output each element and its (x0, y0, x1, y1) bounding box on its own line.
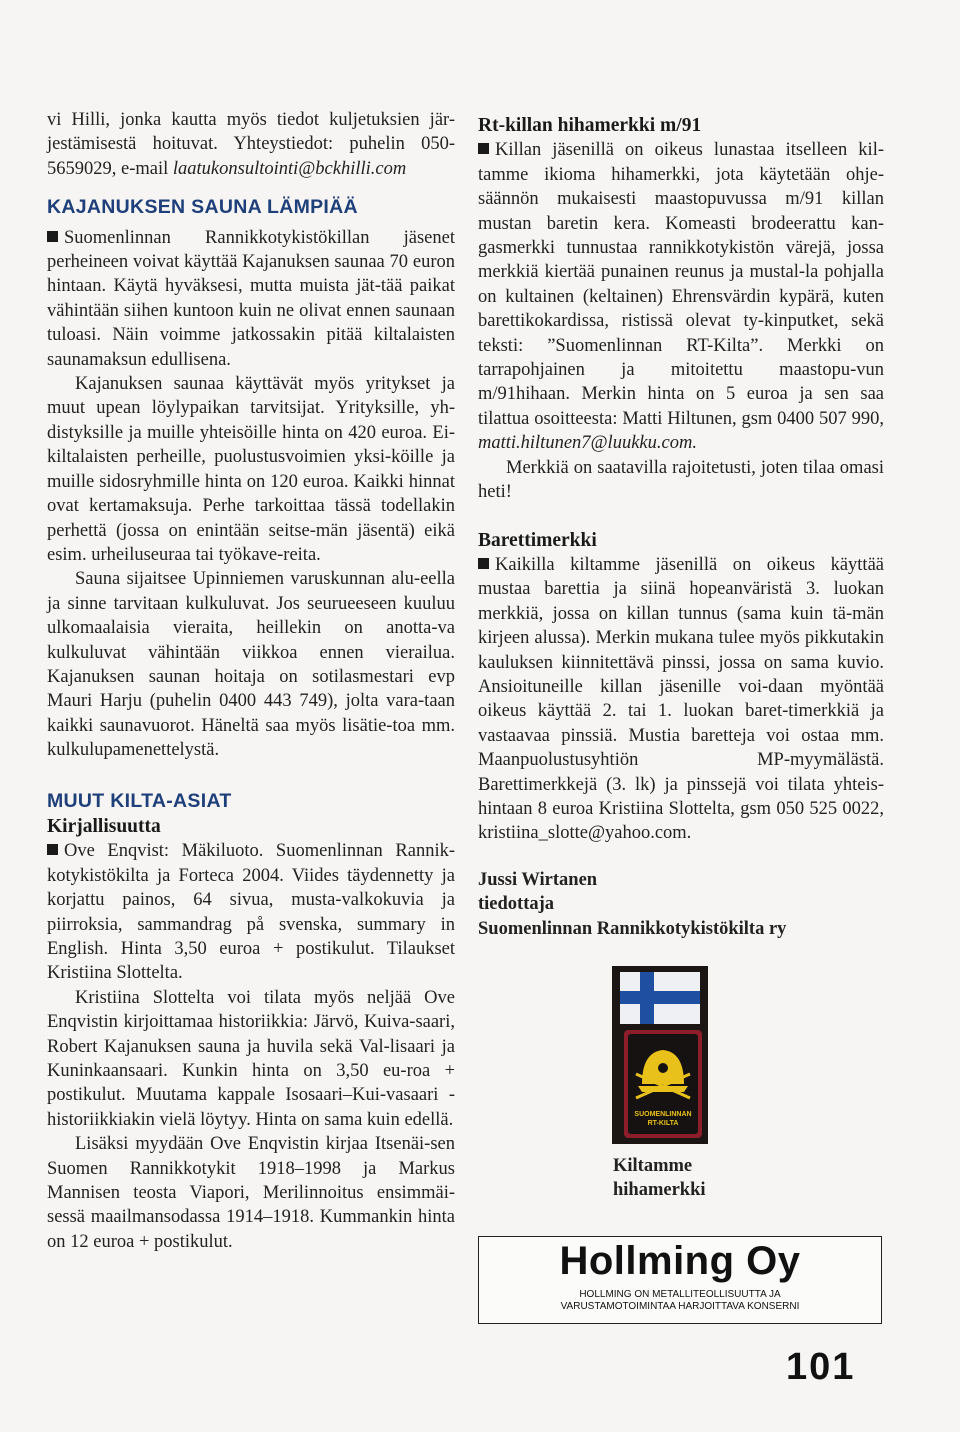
kirjallisuutta-paragraph-1 (47, 839, 455, 985)
intro-line-2: jestämisestä hoituvat. Yhteystiedot: puhelin 050- (47, 134, 455, 155)
hihamerkki-heading: Rt-killan hihamerkki m/91 (478, 115, 702, 136)
patch-text-1: SUOMENLINNAN (634, 1111, 692, 1118)
sauna-paragraph-1-text: Suomenlinnan Rannikkotykistökillan jäsenet perheineen voivat käyttää Kajanuksen saunaa 70 euron hintaan. Käytä hyväksesi, mutta muista jät-tää paikat vähintään siihen kuntoon kuin ne olivat ennen saunaan tuloasi. Näin voimme jatkossakin pitää kiltalaisten saunamaksun edullisena. (47, 227, 455, 370)
kirjallisuutta-paragraph-2: Kristiina Slottelta voi tilata myös neljää Ove Enqvistin kirjoittamaa historiikkia: Järvö, Kuiva-saari, Robert Kajanuksen sauna ja huvila sekä Val-lisaari ja Kuninkaansaari. Kunkin hinta on 3,50 eu-roa + postikulut. Muutama kappale Isosaari–Kui-vasaari -historiikkiakin vielä löytyy. Hinta on sama kuin edellä. (47, 987, 455, 1130)
signature-name: Jussi Wirtanen (478, 869, 598, 890)
caption-line-2: hihamerkki (613, 1180, 706, 1201)
hihamerkki-paragraph-2: Merkkiä on saatavilla rajoitetusti, joten tilaa omasi heti! (478, 457, 884, 503)
photo-caption (613, 1154, 733, 1203)
ad-subtitle-line-1: HOLLMING ON METALLITEOLLISUUTTA JA (579, 1289, 781, 1300)
ad-subtitle-line-2: VARUSTAMOTOIMINTAA HARJOITTAVA KONSERNI (560, 1301, 800, 1312)
bullet-square-icon (478, 143, 489, 154)
right-column (478, 108, 884, 941)
ad-title: Hollming Oy (559, 1239, 801, 1283)
signature-organization: Suomenlinnan Rannikkotykistökilta ry (478, 918, 787, 939)
muut-heading: MUUT KILTA-ASIAT (47, 789, 232, 812)
sleeve-patch-photo (612, 966, 708, 1144)
kirjallisuutta-paragraph-3: Lisäksi myydään Ove Enqvistin kirjaa Itsenäi-sen Suomen Rannikkotykit 1918–1998 ja Markus Mannisen teosta Viapori, Merilinnoitus ensimmäi-sessä maailmansodassa 1914–1918. Kummankin hinta on 12 euroa + postikulut. (47, 1134, 455, 1252)
barettimerkki-heading: Barettimerkki (478, 529, 597, 551)
page-number: 101 (786, 1346, 856, 1388)
kirjallisuutta-heading: Kirjallisuutta (47, 815, 161, 837)
ad-subtitle (479, 1289, 881, 1313)
intro-line-1: vi Hilli, jonka kautta myös tiedot kuljetuksien jär- (47, 110, 455, 130)
intro-email-link[interactable]: laatukonsultointi@bckhilli.com (172, 158, 407, 179)
signature-block (478, 868, 884, 941)
bullet-square-icon (47, 231, 58, 242)
sauna-paragraph-3: Sauna sijaitsee Upinniemen varuskunnan alu-eella ja sinne tarvitaan kulkuluvat. Jos seurueeseen kuuluu ulkomaalaisia vieraita, heillekin on anotta-va kulkuluvat vähintään viikkoa ennen vierailua. Kajanuksen saunan hoitaja on sotilasmestari evp Mauri Harju (puhelin 0400 443 749), jolta vara-taan kaikki saunavuorot. Häneltä saa myös lisätie-toa mm. kulkulupamenettelystä. (47, 569, 455, 761)
barettimerkki-paragraph-text: Kaikilla kiltamme jäsenillä on oikeus käyttää mustaa barettia ja siinä hopeanväristä 3. luokan merkkiä, jossa on killan tunnus (sama kuin tä-män kirjeen alussa). Merkin mukana tulee myös pikkutakin kauluksen kiinnitettävä pinssi, jossa on sama kuvio. Ansioituneille killan jäsenille voi-daan myöntää oikeus käyttää 2. tai 1. luokan baret-timerkkiä ja vastaavaa pinssiä. Mustia baretteja voi ostaa mm. Maanpuolustusyhtiön MP-myymälästä. Barettimerkkejä (3. lk) ja pinssejä voi tilata yhteis-hintaan 8 euroa Kristiina Slottelta, gsm 050 525 0022, kristiina_slotte@yahoo.com. (478, 554, 884, 844)
barettimerkki-paragraph (478, 553, 884, 846)
patch-text-2: RT-KILTA (647, 1120, 679, 1127)
intro-line-3: 5659029, e-mail (47, 158, 173, 179)
bullet-square-icon (47, 844, 58, 855)
kirjallisuutta-paragraph-1-text: Ove Enqvist: Mäkiluoto. Suomenlinnan Rannik-kotykistökilta ja Forteca 2004. Viides täydennetty ja korjattu painos, 64 sivua, musta-valkokuvia ja piirroksia, sammandrag på svenska, summary in English. Hinta 3,50 euroa + postikulut. Tilaukset Kristiina Slottelta. (47, 841, 455, 984)
sauna-paragraph-1 (47, 226, 455, 372)
sauna-heading: KAJANUKSEN SAUNA LÄMPIÄÄ (47, 196, 358, 219)
hihamerkki-email-link[interactable]: matti.hiltunen7@luukku.com. (478, 433, 697, 454)
left-column (47, 108, 455, 1254)
hihamerkki-paragraph-1-text: Killan jäsenillä on oikeus lunastaa itselleen kil-tamme ikioma hihamerkki, jota käytetään ohje-säännön mukaisesti maastopuvussa m/91 killan mustan baretin kera. Komeasti brodeerattu kan-gasmerkki tunnustaa rannikkotykistön värejä, jossa merkkiä kiertää punainen reunus ja mustal-la pohjalla on kultainen (keltainen) Ehrensvärdin kypärä, kuten barettikokardissa, ristissä olevat ty-kinputket, sekä teksti: ”Suomenlinnan RT-Kilta”. Merkki on tarrapohjainen ja mitoitettu maastopu-vun m/91hihaan. Merkin hinta on 5 euroa ja sen saa tilattua osoitteesta: Matti Hiltunen, gsm 0400 507 990, (478, 140, 884, 429)
hihamerkki-paragraph-1 (478, 138, 884, 455)
bullet-square-icon (478, 558, 489, 569)
sleeve-patch-image (612, 966, 708, 1144)
intro-paragraph (47, 108, 455, 181)
hollming-advertisement (478, 1236, 882, 1324)
sauna-paragraph-2: Kajanuksen saunaa käyttävät myös yritykset ja muut upean löylypaikan tarvitsijat. Yrityksille, yh-distyksille ja muille yhteisöille hinta on 420 euroa. Ei-kiltalaisten perheille, puolustusvoimien yksi-köille ja muille sidosryhmille hinta on 120 euroa. Kaikki hinnat ovat kertamaksuja. Perhe tarkoittaa tässä todellakin perhettä (jossa on enintään seitse-män jäsentä) eikä esim. urheiluseuraa tai työkave-reita. (47, 374, 455, 565)
signature-title: tiedottaja (478, 894, 555, 915)
caption-line-1: Kiltamme (613, 1156, 693, 1176)
